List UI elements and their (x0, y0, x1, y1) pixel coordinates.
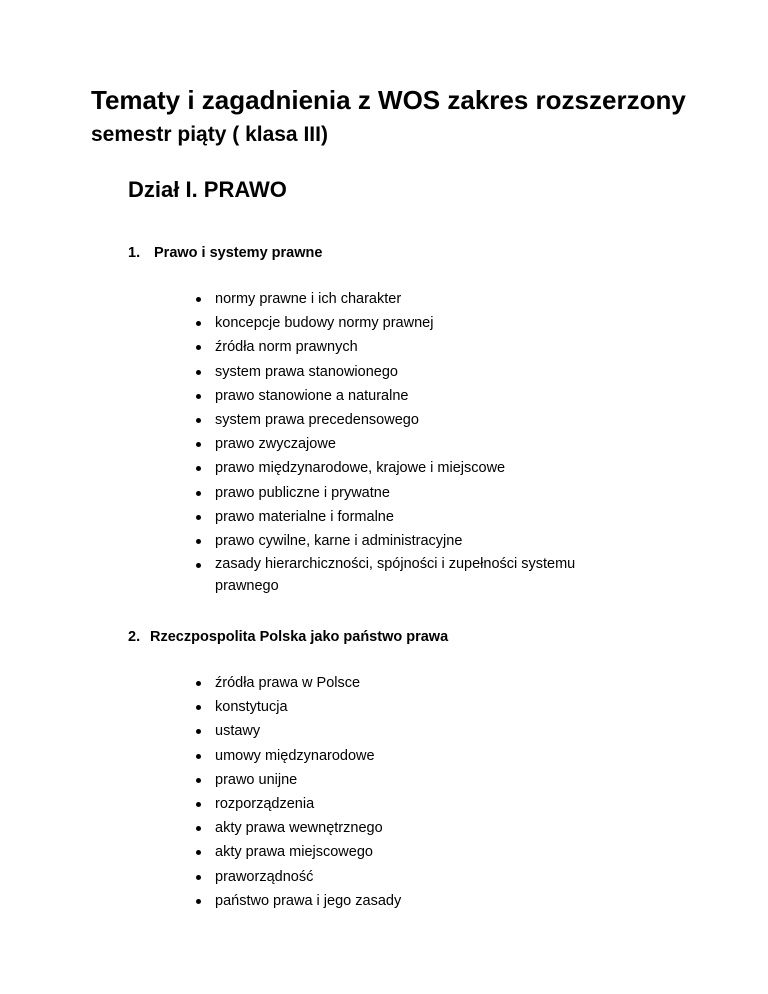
topic-heading-text: Rzeczpospolita Polska jako państwo prawa (150, 629, 449, 645)
list-item: zasady hierarchiczności, spójności i zupełności systemu prawnego (196, 553, 635, 597)
bullet-icon (196, 394, 201, 399)
bullet-icon (196, 418, 201, 423)
list-item: źródła norm prawnych (196, 335, 635, 359)
list-item: koncepcje budowy normy prawnej (196, 311, 635, 335)
list-item: system prawa precedensowego (196, 408, 635, 432)
section-title: Dział I. PRAWO (128, 177, 287, 202)
bullet-icon (196, 778, 201, 783)
bullet-icon (196, 321, 201, 326)
list-item: prawo publiczne i prywatne (196, 481, 635, 505)
bullet-icon (196, 297, 201, 302)
list-item: akty prawa miejscowego (196, 840, 635, 864)
topic-heading (128, 627, 448, 647)
list-item: prawo unijne (196, 768, 635, 792)
topic-number: 2. (128, 629, 141, 645)
list-item: prawo zwyczajowe (196, 432, 635, 456)
bullet-icon (196, 370, 201, 375)
topic-1-list (196, 287, 635, 597)
list-item: normy prawne i ich charakter (196, 287, 635, 311)
list-item: praworządność (196, 865, 635, 889)
list-item: prawo materialne i formalne (196, 505, 635, 529)
topic-number: 1. (128, 245, 141, 261)
list-item: prawo cywilne, karne i administracyjne (196, 529, 635, 553)
topic-heading (128, 243, 322, 263)
topic-2-list (196, 671, 635, 913)
bullet-icon (196, 826, 201, 831)
bullet-icon (196, 754, 201, 759)
bullet-icon (196, 899, 201, 904)
bullet-icon (196, 515, 201, 520)
bullet-icon (196, 681, 201, 686)
topic-heading-text: Prawo i systemy prawne (154, 245, 323, 261)
list-item: prawo międzynarodowe, krajowe i miejscowe (196, 456, 635, 480)
bullet-icon (196, 705, 201, 710)
list-item: państwo prawa i jego zasady (196, 889, 635, 913)
document-subtitle: semestr piąty ( klasa III) (91, 123, 328, 146)
list-item: rozporządzenia (196, 792, 635, 816)
bullet-icon (196, 491, 201, 496)
bullet-icon (196, 802, 201, 807)
bullet-icon (196, 563, 201, 568)
list-item: umowy międzynarodowe (196, 744, 635, 768)
bullet-icon (196, 729, 201, 734)
list-item: prawo stanowione a naturalne (196, 384, 635, 408)
bullet-icon (196, 345, 201, 350)
bullet-icon (196, 466, 201, 471)
list-item: konstytucja (196, 695, 635, 719)
list-item: system prawa stanowionego (196, 360, 635, 384)
bullet-icon (196, 850, 201, 855)
bullet-icon (196, 442, 201, 447)
bullet-icon (196, 539, 201, 544)
list-item: akty prawa wewnętrznego (196, 816, 635, 840)
bullet-icon (196, 875, 201, 880)
list-item: ustawy (196, 719, 635, 743)
document-title: Tematy i zagadnienia z WOS zakres rozszerzony (91, 85, 686, 115)
list-item: źródła prawa w Polsce (196, 671, 635, 695)
